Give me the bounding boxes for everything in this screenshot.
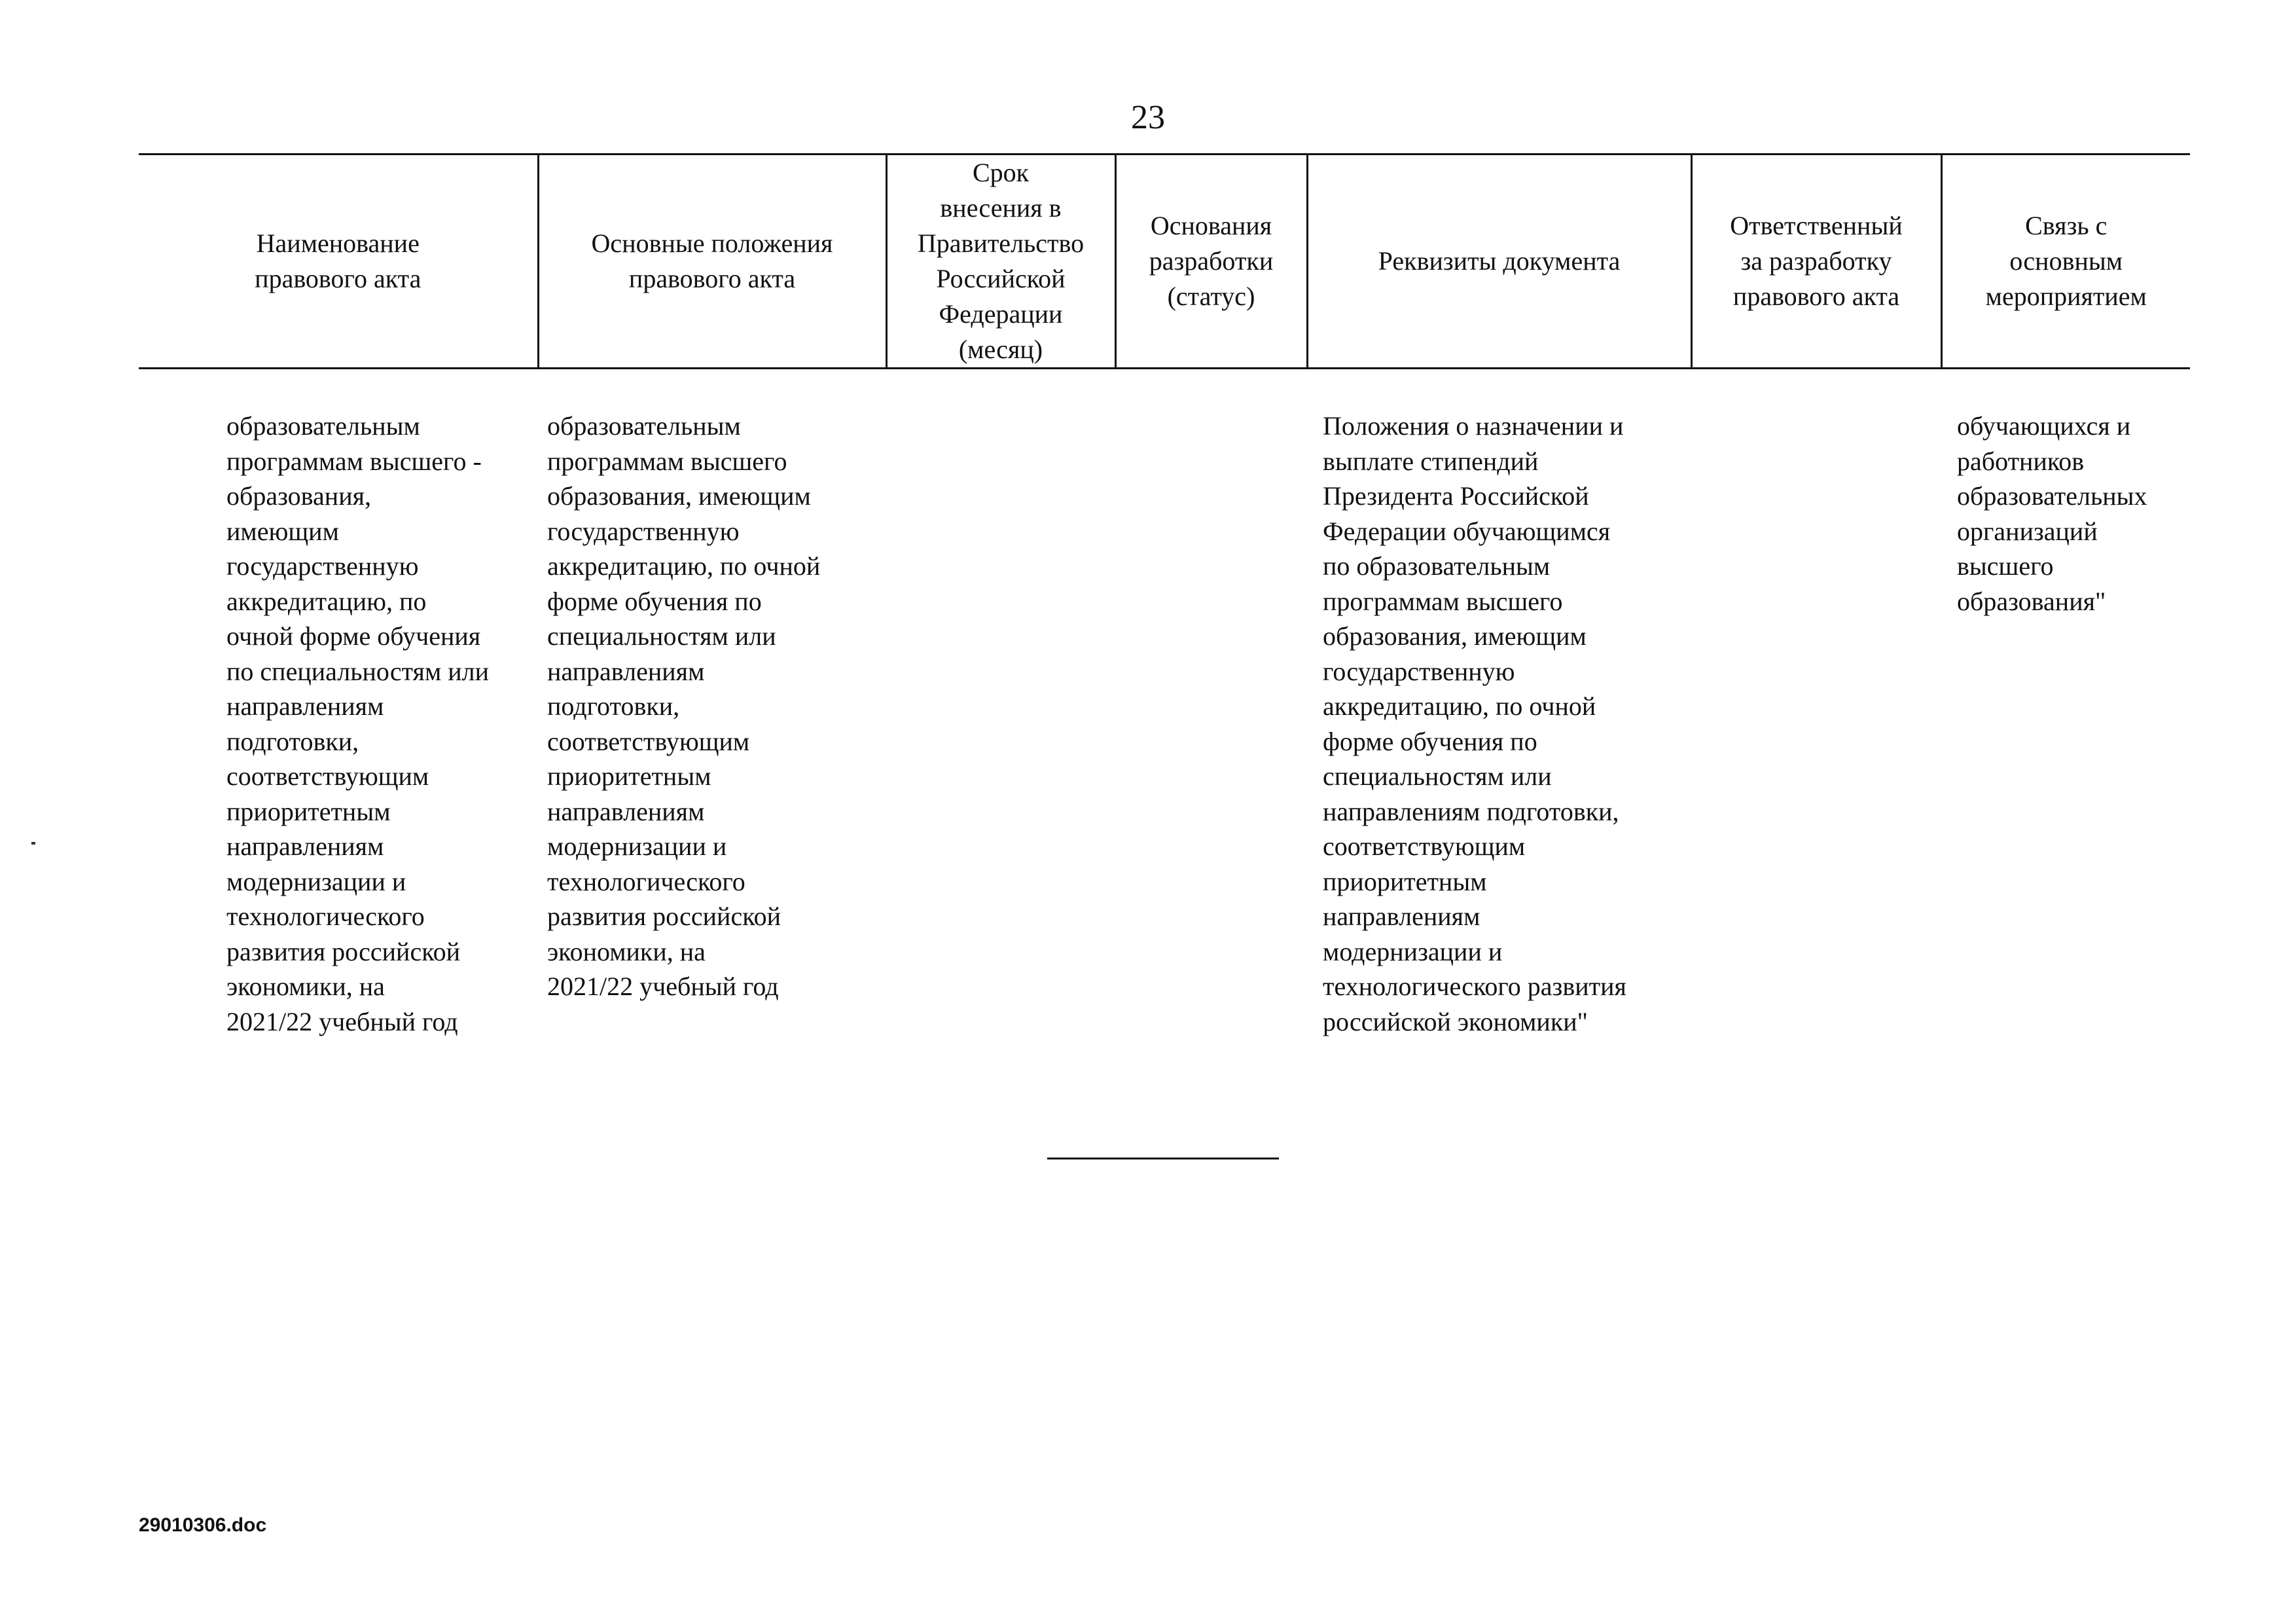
- cell-line: соответствующим: [1323, 831, 1526, 861]
- header-line: Наименование: [256, 228, 420, 258]
- header-line: Правительство: [917, 228, 1085, 258]
- cell-main-provisions: [538, 369, 886, 1040]
- cell-line: программам высшего: [547, 446, 787, 476]
- cell-line: направлениям: [1323, 902, 1480, 931]
- cell-line: по образовательным: [1323, 551, 1551, 581]
- cell-line: имеющим: [226, 516, 339, 546]
- cell-line: направлениям: [547, 796, 705, 826]
- header-act-name: [139, 155, 538, 369]
- cell-line: образования, имеющим: [1323, 621, 1587, 651]
- cell-line: программам высшего: [1323, 586, 1563, 616]
- header-line: Реквизиты документа: [1378, 246, 1621, 276]
- cell-line: государственную: [226, 551, 419, 581]
- cell-line: образовательным: [226, 411, 420, 441]
- cell-line: подготовки,: [226, 726, 359, 756]
- header-line: разработки: [1149, 246, 1274, 276]
- scan-dot-mark: [31, 842, 35, 845]
- cell-line: высшего: [1957, 551, 2054, 581]
- header-link-to-main-activity: [1941, 155, 2190, 369]
- cell-line: специальностям или: [1323, 761, 1552, 791]
- cell-line: аккредитацию, по: [226, 586, 427, 616]
- cell-line: форме обучения по: [1323, 726, 1537, 756]
- header-line: внесения в: [940, 193, 1062, 223]
- cell-line: развития российской: [226, 936, 461, 966]
- table-row: [139, 369, 2190, 1040]
- header-line: основным: [2009, 246, 2123, 276]
- header-line: мероприятием: [1985, 282, 2147, 311]
- cell-line: Президента Российской: [1323, 481, 1589, 511]
- table-body: [139, 369, 2190, 1040]
- header-line: правового акта: [628, 264, 796, 293]
- cell-line: образования, имеющим: [547, 481, 811, 511]
- cell-line: специальностям или: [547, 621, 776, 651]
- cell-line: по специальностям или: [226, 656, 490, 686]
- header-line: (статус): [1167, 282, 1255, 311]
- header-line: правового акта: [1732, 282, 1900, 311]
- legal-acts-table-grid: [139, 153, 2190, 1039]
- cell-development-grounds: [1115, 369, 1307, 1040]
- header-line: (месяц): [958, 335, 1043, 364]
- cell-line: приоритетным: [226, 796, 391, 826]
- header-development-grounds: [1115, 155, 1307, 369]
- cell-line: образовательным: [547, 411, 741, 441]
- end-of-document-rule: [1047, 1158, 1279, 1159]
- header-line: Основания: [1150, 211, 1272, 240]
- header-line: правового акта: [255, 264, 422, 293]
- cell-line: приоритетным: [547, 761, 711, 791]
- cell-line: технологического: [226, 902, 425, 931]
- cell-line: развития российской: [547, 902, 781, 931]
- cell-line: образования": [1957, 586, 2106, 616]
- cell-line: Федерации обучающимся: [1323, 516, 1611, 546]
- cell-line: Положения о назначении и: [1323, 411, 1624, 441]
- cell-act-name: [139, 369, 538, 1040]
- cell-line: очной форме обучения: [226, 621, 481, 651]
- header-submission-deadline: [886, 155, 1115, 369]
- header-line: Федерации: [939, 299, 1063, 329]
- cell-document-details: [1307, 369, 1691, 1040]
- cell-line: обучающихся и: [1957, 411, 2131, 441]
- cell-line: организаций: [1957, 516, 2098, 546]
- header-line: Связь с: [2025, 211, 2108, 240]
- header-line: Срок: [972, 158, 1030, 187]
- cell-line: программам высшего -: [226, 446, 482, 476]
- cell-line: подготовки,: [547, 691, 680, 721]
- cell-line: 2021/22 учебный год: [226, 1006, 458, 1036]
- cell-line: направлениям: [226, 691, 384, 721]
- header-document-details: [1307, 155, 1691, 369]
- cell-link-to-main-activity: [1941, 369, 2190, 1040]
- cell-line: аккредитацию, по очной: [1323, 691, 1596, 721]
- cell-line: образования,: [226, 481, 371, 511]
- cell-submission-deadline: [886, 369, 1115, 1040]
- cell-line: направлениям: [226, 831, 384, 861]
- cell-line: государственную: [547, 516, 740, 546]
- footer-filename: 29010306.doc: [139, 1514, 267, 1536]
- cell-line: 2021/22 учебный год: [547, 972, 779, 1001]
- cell-line: работников: [1957, 446, 2085, 476]
- header-line: Российской: [936, 264, 1066, 293]
- cell-line: направлениям подготовки,: [1323, 796, 1619, 826]
- cell-line: аккредитацию, по очной: [547, 551, 821, 581]
- cell-line: экономики, на: [547, 936, 706, 966]
- cell-line: соответствующим: [226, 761, 429, 791]
- cell-line: технологического развития: [1323, 972, 1626, 1001]
- cell-line: государственную: [1323, 656, 1515, 686]
- header-responsible: [1691, 155, 1941, 369]
- cell-line: форме обучения по: [547, 586, 762, 616]
- cell-line: модернизации и: [547, 831, 727, 861]
- page-number: 23: [1131, 99, 1165, 136]
- header-line: за разработку: [1740, 246, 1892, 276]
- header-line: Ответственный: [1730, 211, 1903, 240]
- cell-line: образовательных: [1957, 481, 2147, 511]
- legal-acts-table: [139, 153, 2190, 1039]
- cell-line: российской экономики": [1323, 1006, 1588, 1036]
- cell-line: модернизации и: [1323, 936, 1503, 966]
- header-main-provisions: [538, 155, 886, 369]
- cell-line: экономики, на: [226, 972, 385, 1001]
- header-row: [139, 155, 2190, 369]
- header-line: Основные положения: [591, 228, 833, 258]
- cell-line: соответствующим: [547, 726, 750, 756]
- cell-line: приоритетным: [1323, 866, 1487, 896]
- cell-line: модернизации и: [226, 866, 406, 896]
- cell-line: выплате стипендий: [1323, 446, 1539, 476]
- cell-line: направлениям: [547, 656, 705, 686]
- cell-line: технологического: [547, 866, 745, 896]
- table-header: [139, 155, 2190, 369]
- cell-responsible: [1691, 369, 1941, 1040]
